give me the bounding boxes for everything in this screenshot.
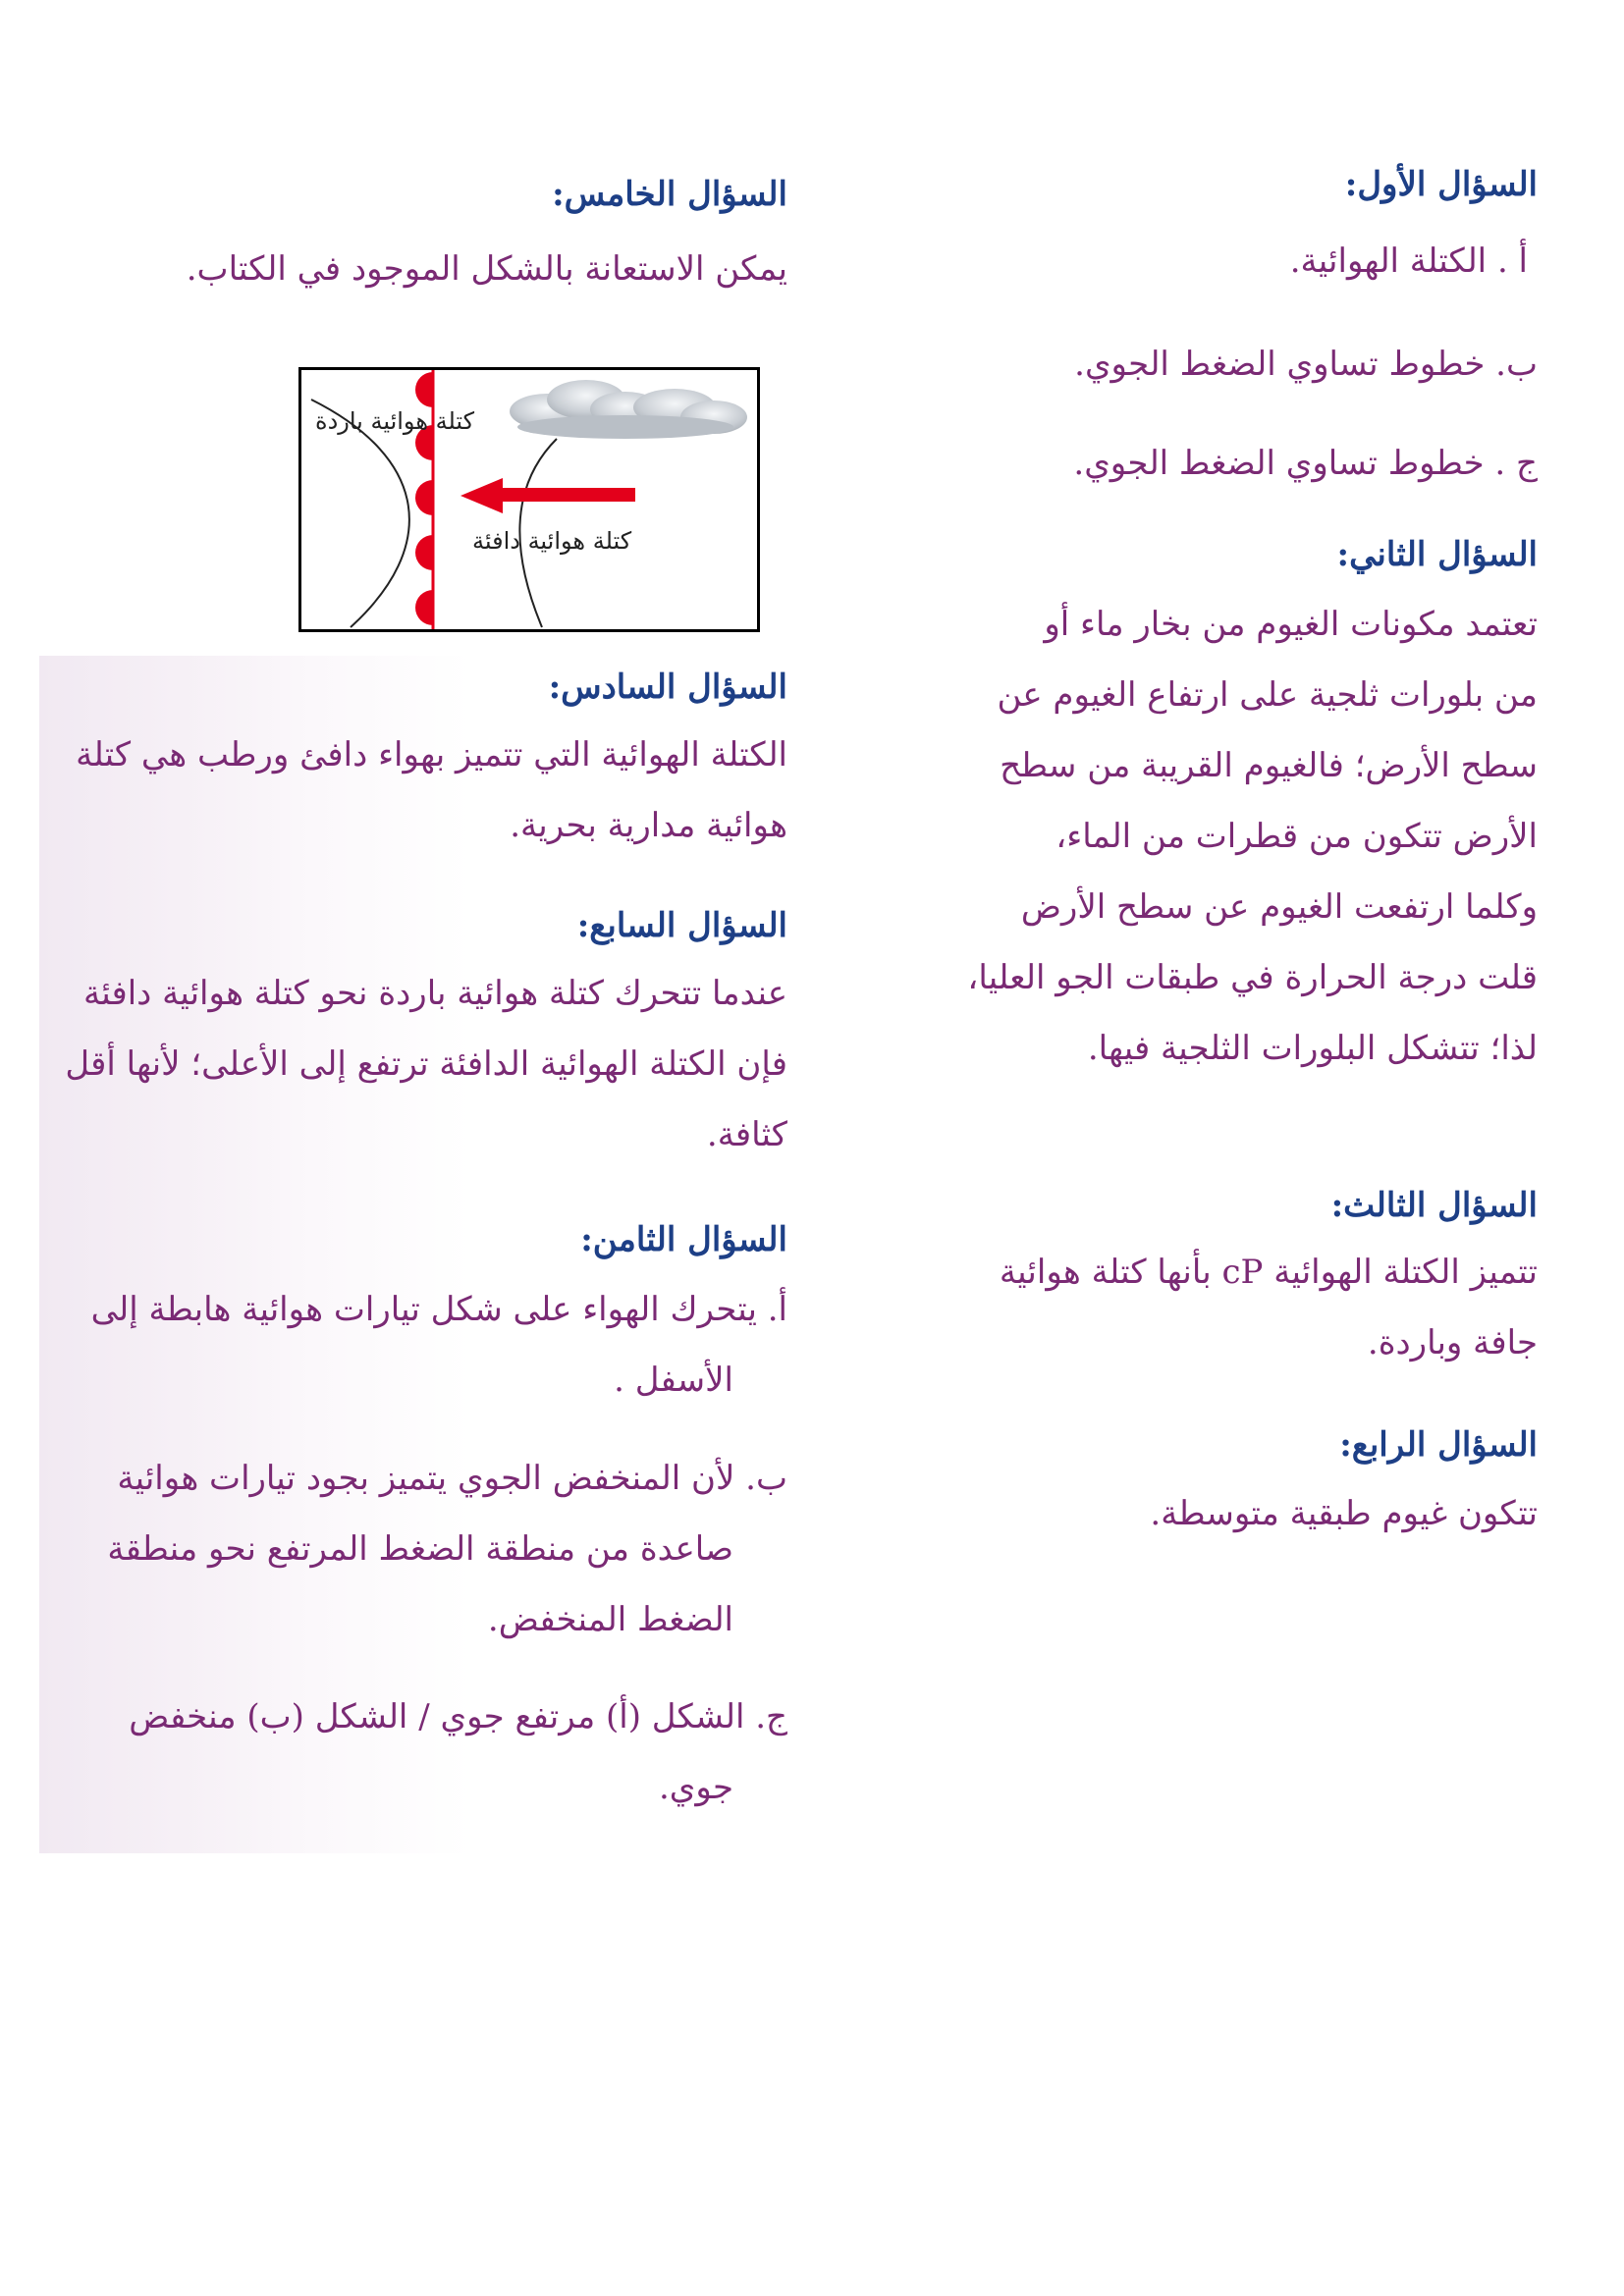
q8-answer-c <box>41 1682 787 1823</box>
q2-line: لذا؛ تتشكل البلورات الثلجية فيها. <box>1087 1029 1538 1068</box>
q6-answer <box>41 720 787 861</box>
q7-title: السؤال السابع: <box>576 906 787 945</box>
arrow-left-icon <box>460 478 635 513</box>
q4-answer <box>958 1478 1538 1549</box>
q5-title: السؤال الخامس: <box>552 175 787 214</box>
q1-answer-c: ج . خطوط تساوي الضغط الجوي. <box>1073 444 1538 483</box>
cold-air-mass-label: كتلة هوائية باردة <box>315 407 475 435</box>
q8-answer-a <box>41 1274 787 1415</box>
q7-answer <box>41 958 787 1170</box>
q7-line: عندما تتحرك كتلة هوائية باردة نحو كتلة هوائية دافئة <box>82 974 787 1013</box>
q2-line: الأرض تتكون من قطرات من الماء، <box>1056 817 1538 856</box>
q8-b-line: صاعدة من منطقة الضغط المرتفع نحو منطقة <box>107 1529 733 1569</box>
q4-title: السؤال الرابع: <box>1339 1425 1538 1465</box>
q8-a-line: أ. يتحرك الهواء على شكل تيارات هوائية هابطة إلى <box>90 1290 787 1329</box>
q6-line: هوائية مدارية بحرية. <box>510 806 787 845</box>
q7-line: كثافة. <box>706 1115 787 1154</box>
q2-title: السؤال الثاني: <box>1336 535 1538 574</box>
q1-answer-a: أ . الكتلة الهوائية. <box>1289 241 1528 281</box>
q8-c-line: ج. الشكل (أ) مرتفع جوي / الشكل (ب) منخفض <box>129 1697 787 1736</box>
right-column <box>958 157 1538 1580</box>
q2-line: قلت درجة الحرارة في طبقات الجو العليا، <box>967 958 1538 997</box>
q5-answer: يمكن الاستعانة بالشكل الموجود في الكتاب. <box>186 249 787 289</box>
q2-line: سطح الأرض؛ فالغيوم القريبة من سطح <box>1000 746 1538 785</box>
cloud-icon <box>510 380 747 439</box>
q8-title: السؤال الثامن: <box>580 1220 787 1259</box>
q3-answer <box>958 1237 1538 1378</box>
q8-b-line: ب. لأن المنخفض الجوي يتميز بجود تيارات هوائية <box>117 1459 787 1498</box>
q3-line: جافة وباردة. <box>1367 1323 1538 1362</box>
q8-answer-b <box>41 1443 787 1655</box>
q3-title: السؤال الثالث: <box>1330 1186 1538 1225</box>
q2-line: من بلورات ثلجية على ارتفاع الغيوم عن <box>997 675 1538 715</box>
q8-a-line: الأسفل . <box>614 1361 733 1400</box>
q6-title: السؤال السادس: <box>548 667 787 707</box>
q3-line: تتميز الكتلة الهوائية cP بأنها كتلة هوائية <box>999 1253 1538 1292</box>
q8-b-line: الضغط المنخفض. <box>487 1600 733 1639</box>
q7-line: فإن الكتلة الهوائية الدافئة ترتفع إلى الأعلى؛ لأنها أقل <box>65 1044 787 1084</box>
cold-front-diagram <box>298 367 760 632</box>
q2-answer <box>958 589 1538 1084</box>
q2-line: تعتمد مكونات الغيوم من بخار ماء أو <box>1044 605 1538 644</box>
q1-title: السؤال الأول: <box>1344 165 1538 204</box>
q2-line: وكلما ارتفعت الغيوم عن سطح الأرض <box>1020 887 1538 927</box>
q8-c-line: جوي. <box>658 1768 733 1807</box>
q4-line: تتكون غيوم طبقية متوسطة. <box>1150 1494 1538 1533</box>
q1-answer-b: ب. خطوط تساوي الضغط الجوي. <box>1074 345 1538 384</box>
q6-line: الكتلة الهوائية التي تتميز بهواء دافئ ورطب هي كتلة <box>76 735 787 774</box>
warm-air-mass-label: كتلة هوائية دافئة <box>472 527 632 555</box>
